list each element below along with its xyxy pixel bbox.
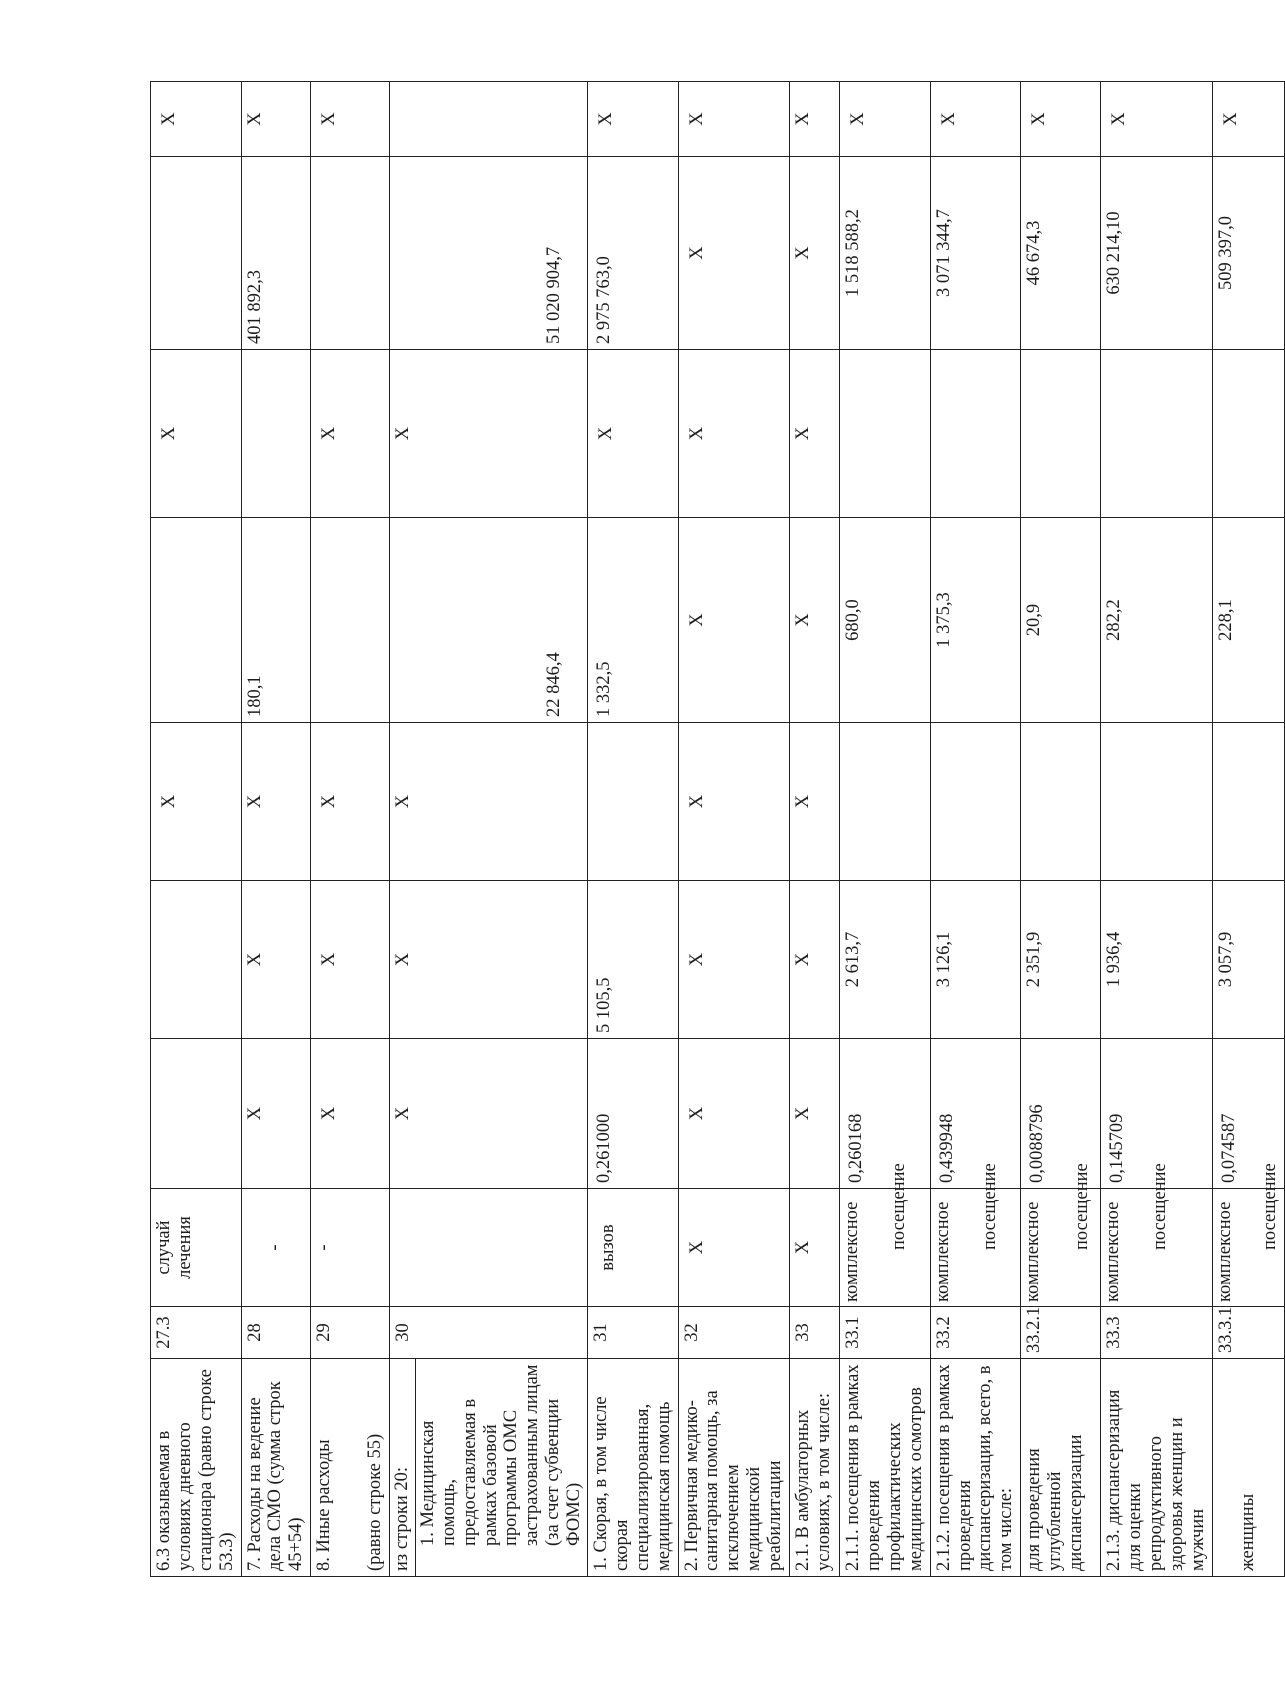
- cell-c7: X: [588, 82, 679, 157]
- cell-c5: [1101, 350, 1212, 518]
- cell-cost: X: [678, 881, 789, 1039]
- cell-c5: X: [790, 350, 840, 518]
- cell-c3: [930, 723, 1021, 881]
- report-table-wrap: [150, 81, 1285, 1577]
- row-name: женщины: [1212, 1359, 1284, 1577]
- cell-c3: X: [151, 723, 242, 881]
- row-name: 2.1.3. диспансеризация для оценки репродуктивного здоровья женщин и мужчин: [1101, 1359, 1212, 1577]
- cell-c5: X: [151, 350, 242, 518]
- table-row: [151, 82, 242, 1577]
- table-row: [790, 82, 840, 1577]
- row-unit-line1: комплексное: [842, 1201, 863, 1302]
- cell-percapita: 22 846,4: [390, 518, 588, 723]
- row-unit-line2: посещение: [1072, 1163, 1093, 1250]
- row-unit: X: [790, 1189, 840, 1307]
- cell-total: 509 397,0: [1212, 157, 1284, 350]
- row-name-text: 8. Иные расходы: [314, 1439, 335, 1571]
- cell-cost: X: [311, 881, 390, 1039]
- cell-c5: [930, 350, 1021, 518]
- cell-norm: X: [390, 1039, 588, 1189]
- row-unit: [390, 1189, 588, 1307]
- cell-total: [311, 157, 390, 350]
- cell-c7: X: [790, 82, 840, 157]
- financing-table: [150, 81, 1285, 1577]
- row-number: 33.3: [1101, 1307, 1212, 1359]
- cell-percapita: 680,0: [840, 518, 931, 723]
- row-name: 6.3 оказываемая в условиях дневного стационара (равно строке 53.3): [151, 1359, 242, 1577]
- cell-percapita: X: [678, 518, 789, 723]
- cell-total: X: [678, 157, 789, 350]
- cell-percapita: 180,1: [241, 518, 311, 723]
- row-unit-line2: посещение: [888, 1163, 909, 1250]
- cell-total: 2 975 763,0: [588, 157, 679, 350]
- cell-total: X: [790, 157, 840, 350]
- table-row: [1212, 82, 1284, 1577]
- table-row: [241, 82, 311, 1577]
- row-name: 2. Первичная медико-санитарная помощь, за исключением медицинской реабилитации: [678, 1359, 789, 1577]
- table-row: [588, 82, 679, 1577]
- row-unit: [930, 1163, 1021, 1307]
- row-name: 2.1.2. посещения в рамках проведения диспансеризации, всего, в том числе:: [930, 1359, 1021, 1577]
- row-number: 33.1: [840, 1307, 931, 1359]
- row-unit: вызов: [588, 1189, 679, 1307]
- cell-total: 51 020 904,7: [390, 157, 588, 350]
- cell-c3: X: [790, 723, 840, 881]
- cell-norm: 0,260168: [840, 1039, 931, 1189]
- cell-c7: X: [1101, 82, 1212, 157]
- row-number: 31: [588, 1307, 679, 1359]
- table-row: [930, 82, 1021, 1577]
- row-unit: [1212, 1163, 1284, 1307]
- row-name-prefix: из строки 20:: [390, 1359, 416, 1576]
- row-name-note: (равно строке 55): [365, 1433, 386, 1571]
- cell-percapita: X: [790, 518, 840, 723]
- row-number: 33.2: [930, 1307, 1021, 1359]
- row-name: [311, 1359, 390, 1577]
- cell-total: [151, 157, 242, 350]
- row-name: для проведения углубленной диспансеризации: [1021, 1359, 1101, 1577]
- cell-cost: 2 351,9: [1021, 881, 1101, 1039]
- row-unit: [1101, 1163, 1212, 1307]
- cell-c7: X: [151, 82, 242, 157]
- row-number: 32: [678, 1307, 789, 1359]
- cell-norm: X: [241, 1039, 311, 1189]
- row-number: 30: [390, 1307, 588, 1359]
- cell-norm: X: [790, 1039, 840, 1189]
- cell-c3: X: [390, 723, 588, 881]
- cell-total: 46 674,3: [1021, 157, 1101, 350]
- cell-cost: X: [241, 881, 311, 1039]
- cell-c3: [588, 723, 679, 881]
- cell-c5: [1212, 350, 1284, 518]
- cell-percapita: 1 375,3: [930, 518, 1021, 723]
- row-unit: случай лечения: [151, 1189, 242, 1307]
- cell-c5: [840, 350, 931, 518]
- cell-cost: [151, 881, 242, 1039]
- cell-total: 3 071 344,7: [930, 157, 1021, 350]
- cell-c3: [1101, 723, 1212, 881]
- cell-c3: X: [678, 723, 789, 881]
- row-name: [390, 1359, 588, 1577]
- cell-c7: [390, 82, 588, 157]
- row-unit-line1: комплексное: [1214, 1201, 1235, 1302]
- row-name: 2.1. В амбулаторных условиях, в том числе:: [790, 1359, 840, 1577]
- table-row: [390, 82, 588, 1577]
- row-unit: -: [241, 1189, 311, 1307]
- cell-c3: [1212, 723, 1284, 881]
- cell-cost: 2 613,7: [840, 881, 931, 1039]
- cell-c3: X: [241, 723, 311, 881]
- cell-cost: 3 126,1: [930, 881, 1021, 1039]
- cell-cost: 1 936,4: [1101, 881, 1212, 1039]
- cell-c7: X: [311, 82, 390, 157]
- cell-c5: X: [311, 350, 390, 518]
- cell-total: 630 214,10: [1101, 157, 1212, 350]
- cell-cost: 5 105,5: [588, 881, 679, 1039]
- cell-percapita: 282,2: [1101, 518, 1212, 723]
- row-name: 2.1.1. посещения в рамках проведения профилактических медицинских осмотров: [840, 1359, 931, 1577]
- cell-norm: 0,0088796: [1021, 1039, 1101, 1189]
- row-unit: -: [311, 1189, 390, 1307]
- cell-total: 401 892,3: [241, 157, 311, 350]
- row-name: 1. Скорая, в том числе скорая специализированная, медицинская помощь: [588, 1359, 679, 1577]
- row-unit-line1: комплексное: [932, 1201, 953, 1302]
- row-unit-line2: посещение: [979, 1163, 1000, 1250]
- row-number: 33: [790, 1307, 840, 1359]
- row-unit: [840, 1163, 931, 1307]
- cell-c5: X: [390, 350, 588, 518]
- cell-c3: [840, 723, 931, 881]
- cell-c7: X: [1021, 82, 1101, 157]
- cell-percapita: 1 332,5: [588, 518, 679, 723]
- cell-norm: 0,145709: [1101, 1039, 1212, 1189]
- cell-c3: X: [311, 723, 390, 881]
- row-number: 29: [311, 1307, 390, 1359]
- row-unit: [1021, 1163, 1101, 1307]
- cell-norm: X: [311, 1039, 390, 1189]
- cell-c3: [1021, 723, 1101, 881]
- cell-percapita: [311, 518, 390, 723]
- cell-total: 1 518 588,2: [840, 157, 931, 350]
- cell-c7: X: [1212, 82, 1284, 157]
- table-row: [1021, 82, 1101, 1577]
- row-number: 33.2.1: [1021, 1307, 1101, 1359]
- cell-norm: 0,439948: [930, 1039, 1021, 1189]
- row-name-text: 1. Медицинская помощь, предоставляемая в рамках базовой программы ОМС застрахованным лицам (за счет субвенции ФОМС): [417, 1364, 585, 1546]
- cell-percapita: 20,9: [1021, 518, 1101, 723]
- table-row: [311, 82, 390, 1577]
- row-unit-line2: посещение: [1150, 1163, 1171, 1250]
- row-name: 7. Расходы на ведение дела СМО (сумма строк 45+54): [241, 1359, 311, 1577]
- cell-c7: X: [241, 82, 311, 157]
- cell-norm: [151, 1039, 242, 1189]
- row-number: 33.3.1: [1212, 1307, 1284, 1359]
- cell-norm: 0,261000: [588, 1039, 679, 1189]
- table-row: [678, 82, 789, 1577]
- cell-c7: X: [678, 82, 789, 157]
- cell-c5: [241, 350, 311, 518]
- cell-c7: X: [840, 82, 931, 157]
- cell-cost: X: [790, 881, 840, 1039]
- row-unit-line1: комплексное: [1103, 1201, 1124, 1302]
- cell-c5: X: [588, 350, 679, 518]
- table-row: [1101, 82, 1212, 1577]
- cell-norm: 0,074587: [1212, 1039, 1284, 1189]
- row-number: 28: [241, 1307, 311, 1359]
- table-row: [840, 82, 931, 1577]
- row-unit: X: [678, 1189, 789, 1307]
- row-number: 27.3: [151, 1307, 242, 1359]
- cell-cost: 3 057,9: [1212, 881, 1284, 1039]
- cell-cost: X: [390, 881, 588, 1039]
- cell-norm: X: [678, 1039, 789, 1189]
- row-unit-line1: комплексное: [1023, 1201, 1044, 1302]
- cell-c7: X: [930, 82, 1021, 157]
- cell-c5: X: [678, 350, 789, 518]
- row-unit-line2: посещение: [1259, 1163, 1280, 1250]
- cell-percapita: [151, 518, 242, 723]
- cell-percapita: 228,1: [1212, 518, 1284, 723]
- cell-c5: [1021, 350, 1101, 518]
